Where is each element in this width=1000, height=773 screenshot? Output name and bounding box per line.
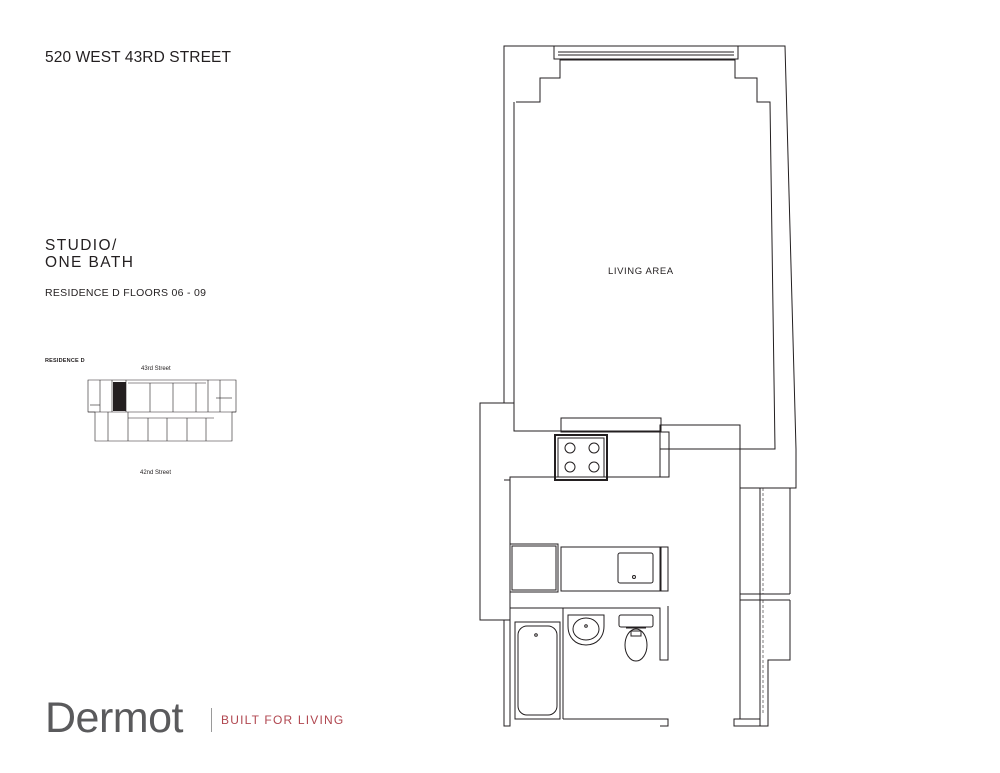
unit-type-line-1: STUDIO/ (45, 237, 118, 254)
kitchen-counter (561, 418, 661, 432)
kitchen-sink (618, 553, 653, 583)
burner-1 (565, 443, 575, 453)
refrigerator (510, 544, 558, 592)
burner-3 (565, 462, 575, 472)
brand-tagline: BUILT FOR LIVING (221, 713, 345, 727)
unit-type-line-2: ONE BATH (45, 253, 135, 271)
bathroom-wall (510, 606, 668, 660)
residence-floors: RESIDENCE D FLOORS 06 - 09 (45, 287, 207, 299)
counter-side (660, 432, 669, 477)
sink-counter (561, 547, 661, 591)
building-address: 520 WEST 43RD STREET (45, 49, 232, 66)
toilet-tank (619, 615, 653, 627)
keyplan-north-street: 43rd Street (141, 366, 171, 372)
closet (740, 488, 760, 719)
burner-2 (589, 443, 599, 453)
keyplan-south-street: 42nd Street (140, 470, 172, 476)
burner-4 (589, 462, 599, 472)
floorplan (480, 46, 796, 726)
exterior-wall (480, 46, 796, 726)
bathtub (515, 622, 560, 719)
room-label-living-area: LIVING AREA (608, 266, 674, 277)
keyplan-unit-highlight (113, 382, 126, 411)
interior-wall (514, 60, 775, 449)
cooktop (555, 435, 607, 480)
keyplan (88, 380, 236, 441)
keyplan-label: RESIDENCE D (45, 358, 85, 364)
brand-divider (211, 708, 212, 732)
brand-logo: Dermot (45, 694, 183, 742)
toilet-bowl (625, 629, 647, 661)
